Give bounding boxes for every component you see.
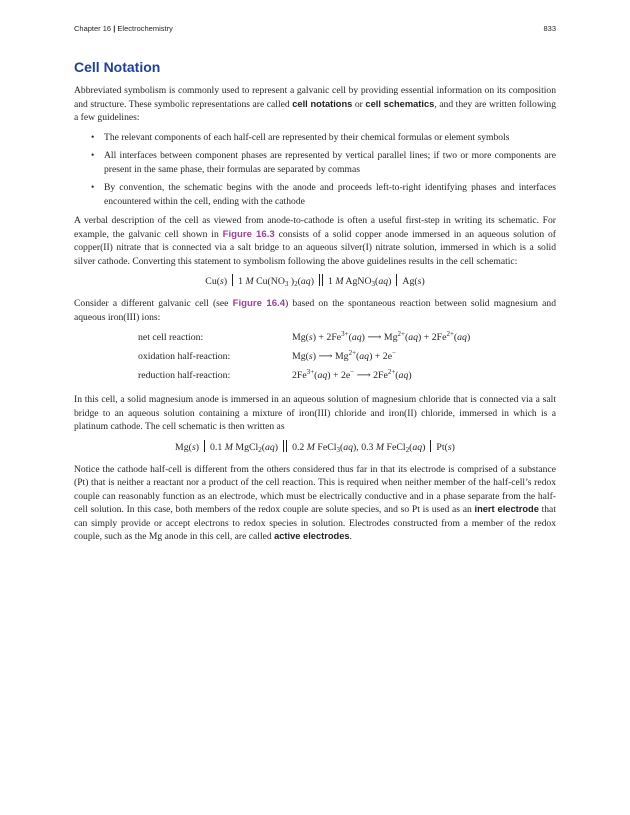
figure-16-4-link[interactable]: Figure 16.4	[232, 298, 286, 309]
reaction-table	[74, 330, 556, 385]
reduction-row: reduction half-reaction: $2Fe^{3+}(aq) + 2e^-$ ⟶ $2Fe^{2+}(aq)$	[138, 368, 412, 381]
page-content	[74, 58, 556, 550]
page-number: 833	[543, 24, 556, 33]
net-reaction-row: net cell reaction: $Mg(s) + 2Fe^{3+}(aq)$ ⟶ $Mg^{2+}(aq) + 2Fe^{2+}(aq)$	[138, 330, 471, 343]
list-item: • All interfaces between component phases are represented by vertical parallel lines; if two or more components are present in the same phase, their formulas are separated by commas	[91, 150, 556, 175]
figure-16-3-link[interactable]: Figure 16.3	[222, 228, 275, 240]
section-title: Cell Notation	[74, 59, 161, 75]
intro-paragraph: Abbreviated symbolism is commonly used to represent a galvanic cell by providing essential information on its composition and structure. These symbolic representations are called cell notations or cell schematics, and they are written following a few guidelines:	[74, 85, 557, 123]
term-cell-notations: cell notations	[292, 98, 353, 109]
guideline-list	[74, 131, 556, 209]
oxidation-row: oxidation half-reaction: Mg(s) ⟶ $Mg^{2+}(aq) + 2e^-$	[138, 349, 396, 362]
platinum-cathode-paragraph: In this cell, a solid magnesium anode is immersed in an aqueous solution of magnesium chloride that is connected via a salt bridge to an aqueous solution containing a mixture of iron(III) chloride and iron(II) chloride, immersed in which is a platinum cathode. The cell schematic is then written as	[74, 394, 556, 432]
term-inert-electrode: inert electrode	[474, 504, 539, 514]
copper-silver-cell-schematic: Cu(s) 1 M $Cu(NO_3$ )$_2(aq)$ 1 M AgNO$_3$(aq) Ag(s)	[205, 276, 425, 288]
list-item: • The relevant components of each half-cell are represented by their chemical formulas or element symbols	[91, 131, 510, 143]
term-cell-schematics: cell schematics	[365, 98, 435, 109]
chapter-label: Chapter 16 | Electrochemistry	[74, 24, 173, 33]
inert-electrode-paragraph: Notice the cathode half-cell is different from the others considered thus far in that its electrode is comprised of a substance (Pt) that is neither a reactant nor a product of the cell reaction. This is required when neither member of the half-cell’s redox couple can reasonably function as an electrode, which must be electrically conductive and in a phase separate from the half-cell solution. In this case, both members of the redox couple are solute species, and so Pt is used as an inert electrode that can simply provide or accept electrons to redox species in solution. Electrodes constructed from a member of the redox couple, such as the Mg anode in this cell, are called active electrodes.	[74, 463, 556, 542]
list-item: • By convention, the schematic begins with the anode and proceeds left-to-right identifying phases and interfaces encountered within the cell, ending with the cathode	[91, 182, 556, 207]
magnesium-iron-cell-schematic: Mg(s) 0.1 M MgCl$_2$(aq) 0.2 M FeCl$_3$(aq), 0.3 M FeCl$_2$(aq) Pt(s)	[175, 441, 455, 454]
running-header	[74, 24, 556, 36]
term-active-electrodes: active electrodes	[274, 531, 350, 541]
verbal-description-paragraph: A verbal description of the cell as viewed from anode-to-cathode is often a useful first-step in writing its schematic. For example, the galvanic cell shown in Figure 16.3 consists of a solid copper anode immersed in an aqueous solution of copper(II) nitrate that is connected via a salt bridge to an aqueous silver(I) nitrate solution, immersed in which is a solid silver cathode. Converting this statement to symbolism following the above guidelines results in the cell schematic:	[74, 215, 556, 267]
magnesium-iron-paragraph: Consider a different galvanic cell (see Figure 16.4) based on the spontaneous reaction between solid magnesium and aqueous iron(III) ions:	[74, 298, 557, 323]
